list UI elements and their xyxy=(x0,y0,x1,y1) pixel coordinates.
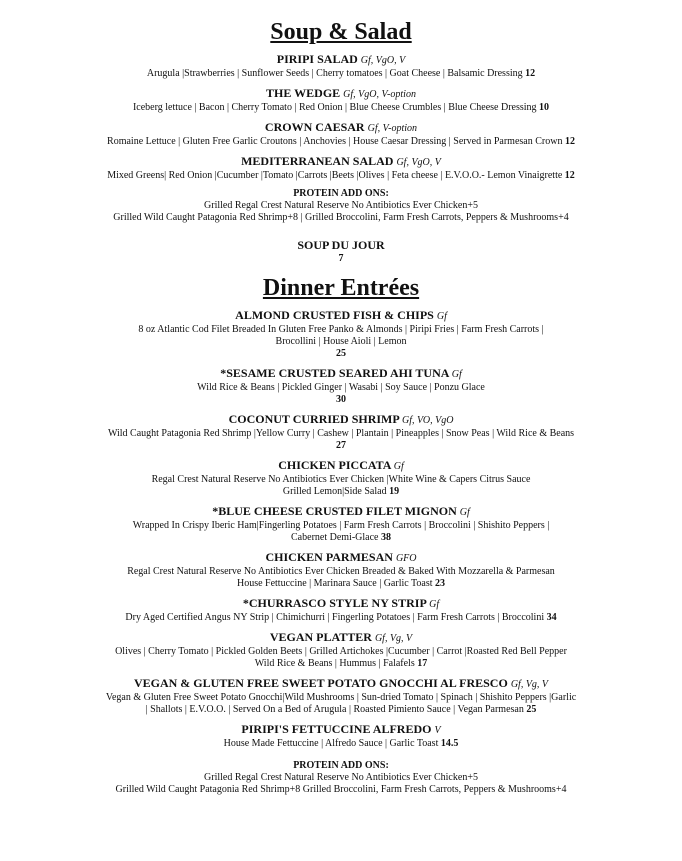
menu-item xyxy=(0,52,682,80)
menu-item-description xyxy=(0,68,682,80)
description-text: Regal Crest Natural Reserve No Antibiotics Ever Chicken |White Wine & Capers Citrus Sauce xyxy=(151,474,531,485)
protein-addon-line: Grilled Regal Crest Natural Reserve No Antibiotics Ever Chicken+5 xyxy=(204,200,478,211)
dietary-tags: Gf, VO, VgO xyxy=(402,415,454,426)
description-line xyxy=(70,566,612,578)
dietary-tags: Gf, Vg, V xyxy=(374,633,413,644)
menu-item-title: PIRIPI'S FETTUCCINE ALFREDO xyxy=(241,722,432,736)
description-line xyxy=(70,324,612,336)
menu-item xyxy=(0,154,682,182)
menu-item-price: 23 xyxy=(435,578,446,589)
dietary-tags: GFO xyxy=(395,553,417,564)
menu-item-price: 7 xyxy=(338,253,344,264)
dietary-tags: Gf, Vg, V xyxy=(510,679,549,690)
menu-item-name xyxy=(0,366,682,382)
description-line xyxy=(70,382,612,394)
menu-item-description xyxy=(0,136,682,148)
menu-item-price: 38 xyxy=(380,532,391,543)
menu-item-description xyxy=(0,474,682,498)
description-line xyxy=(70,428,612,440)
menu-item xyxy=(0,458,682,498)
menu-item-price: 27 xyxy=(336,440,346,451)
menu-item-name xyxy=(0,722,682,738)
menu-item-title: *CHURRASCO STYLE NY STRIP xyxy=(242,596,427,610)
menu-item-title: CROWN CAESAR xyxy=(264,120,365,134)
menu-item xyxy=(0,630,682,670)
menu-item-name xyxy=(0,596,682,612)
menu-item-description xyxy=(0,520,682,544)
description-line xyxy=(70,658,612,670)
protein-addons-title: PROTEIN ADD ONS: xyxy=(293,760,389,771)
menu-item-price: 12 xyxy=(564,136,575,147)
menu-item xyxy=(0,86,682,114)
description-text: Regal Crest Natural Reserve No Antibiotics Ever Chicken Breaded & Baked With Mozzarella & Parmesan xyxy=(127,566,555,577)
menu-item-price: 17 xyxy=(417,658,428,669)
menu-item-price: 14.5 xyxy=(440,738,459,749)
description-line xyxy=(70,102,612,114)
description-line xyxy=(70,738,612,750)
menu-item-title: VEGAN PLATTER xyxy=(269,630,372,644)
menu-item-description xyxy=(0,612,682,624)
dietary-tags: Gf xyxy=(393,461,404,472)
menu-item-title: THE WEDGE xyxy=(266,86,341,100)
description-text: Wild Rice & Beans | Pickled Ginger | Wasabi | Soy Sauce | Ponzu Glace xyxy=(197,382,485,393)
dietary-tags: Gf xyxy=(451,369,462,380)
menu-item-name xyxy=(0,412,682,428)
description-text: Vegan & Gluten Free Sweet Potato Gnocchi|Wild Mushrooms | Sun-dried Tomato | Spinach | Shishito Peppers |Garlic xyxy=(105,692,577,703)
description-line xyxy=(70,532,612,544)
menu-item-price: 10 xyxy=(539,102,550,113)
description-text: Iceberg lettuce | Bacon | Cherry Tomato | Red Onion | Blue Cheese Crumbles | Blue Cheese Dressing xyxy=(132,102,537,113)
description-text: House Made Fettuccine | Alfredo Sauce | Garlic Toast xyxy=(223,738,439,749)
description-text: House Fettuccine | Marinara Sauce | Garlic Toast xyxy=(236,578,433,589)
menu-item-price: 25 xyxy=(526,704,537,715)
menu-item-price: 12 xyxy=(564,170,575,181)
description-line xyxy=(70,646,612,658)
menu-item xyxy=(0,596,682,624)
menu-item xyxy=(0,412,682,452)
description-line xyxy=(70,68,612,80)
menu-item-title: CHICKEN PICCATA xyxy=(278,458,391,472)
menu-item-name xyxy=(0,458,682,474)
description-line xyxy=(70,170,612,182)
soup-salad-list xyxy=(0,52,682,182)
menu-item-price: 34 xyxy=(546,612,557,623)
menu-item-name xyxy=(0,676,682,692)
protein-addon-line: Grilled Wild Caught Patagonia Red Shrimp+8 | Grilled Broccolini, Farm Fresh Carrots, Peppers & Mushrooms+4 xyxy=(113,212,569,223)
dietary-tags: Gf xyxy=(459,507,470,518)
description-text: Olives | Cherry Tomato | Pickled Golden Beets | Grilled Artichokes |Cucumber | Carrot |Roasted Red Bell Pepper xyxy=(115,646,567,657)
menu-item-description xyxy=(0,692,682,716)
menu-item xyxy=(0,366,682,406)
menu-item-price: 19 xyxy=(389,486,400,497)
menu-item-description xyxy=(0,566,682,590)
description-line xyxy=(70,692,612,704)
menu-item-title: *SESAME CRUSTED SEARED AHI TUNA xyxy=(220,366,449,380)
description-text: Dry Aged Certified Angus NY Strip | Chimichurri | Fingerling Potatoes | Farm Fresh Carrots | Broccolini xyxy=(125,612,545,623)
menu-item-name xyxy=(0,154,682,170)
description-line xyxy=(70,486,612,498)
menu-item-title: CHICKEN PARMESAN xyxy=(265,550,393,564)
description-line xyxy=(70,578,612,590)
menu-item-description xyxy=(0,382,682,406)
menu-item-name xyxy=(0,550,682,566)
description-line xyxy=(70,612,612,624)
description-text: Cabernet Demi-Glace xyxy=(291,532,379,543)
description-line xyxy=(70,704,612,716)
section-title-dinner: Dinner Entrées xyxy=(262,275,420,301)
menu-item-description xyxy=(0,324,682,360)
menu-item-price: 12 xyxy=(525,68,536,79)
menu-item-name xyxy=(0,86,682,102)
description-text: 8 oz Atlantic Cod Filet Breaded In Gluten Free Panko & Almonds | Piripi Fries | Farm Fresh Carrots | xyxy=(138,324,544,335)
menu-item-soup xyxy=(0,238,682,264)
protein-addons-title: PROTEIN ADD ONS: xyxy=(293,188,389,199)
menu-item-name: SOUP DU JOUR xyxy=(297,238,385,252)
menu-item xyxy=(0,120,682,148)
menu-item-name xyxy=(0,504,682,520)
menu-item-title: COCONUT CURRIED SHRIMP xyxy=(228,412,400,426)
menu-item xyxy=(0,676,682,716)
section-title-soup-salad: Soup & Salad xyxy=(270,19,412,45)
menu-item-title: MEDITERRANEAN SALAD xyxy=(241,154,394,168)
description-text: Brocollini | House Aioli | Lemon xyxy=(275,336,407,347)
dietary-tags: Gf, VgO, V-option xyxy=(343,89,416,100)
menu-item-name xyxy=(0,630,682,646)
menu-item-name xyxy=(0,52,682,68)
menu-item-description xyxy=(0,170,682,182)
protein-addon-line: Grilled Regal Crest Natural Reserve No Antibiotics Ever Chicken+5 xyxy=(204,772,478,783)
menu-item-title: ALMOND CRUSTED FISH & CHIPS xyxy=(235,308,434,322)
description-line xyxy=(70,520,612,532)
menu-item xyxy=(0,722,682,750)
description-text: Romaine Lettuce | Gluten Free Garlic Croutons | Anchovies | House Caesar Dressing | Served in Parmesan Crown xyxy=(107,136,563,147)
menu-item-description xyxy=(0,646,682,670)
menu-item-title: PIRIPI SALAD xyxy=(276,52,358,66)
dietary-tags: Gf xyxy=(436,311,447,322)
description-text: Wild Caught Patagonia Red Shrimp |Yellow Curry | Cashew | Plantain | Pineapples | Snow Peas | Wild Rice & Beans xyxy=(107,428,575,439)
description-text: | Shallots | E.V.O.O. | Served On a Bed of Arugula | Roasted Pimiento Sauce | Vegan Parmesan xyxy=(145,704,524,715)
dietary-tags: Gf xyxy=(429,599,440,610)
description-text: Mixed Greens| Red Onion |Cucumber |Tomato |Carrots |Beets |Olives | Feta cheese | E.V.O.O.- Lemon Vinaigrette xyxy=(107,170,563,181)
menu-item-description xyxy=(0,428,682,452)
menu-item-title: *BLUE CHEESE CRUSTED FILET MIGNON xyxy=(212,504,457,518)
dietary-tags: Gf, V-option xyxy=(367,123,418,134)
description-line xyxy=(70,136,612,148)
menu-item-title: VEGAN & GLUTEN FREE SWEET POTATO GNOCCHI AL FRESCO xyxy=(133,676,508,690)
menu-item-price: 30 xyxy=(336,394,346,405)
description-text: Grilled Lemon|Side Salad xyxy=(282,486,387,497)
menu-item xyxy=(0,308,682,360)
dietary-tags: Gf, VgO, V xyxy=(396,157,441,168)
menu-item xyxy=(0,550,682,590)
menu-item-description xyxy=(0,738,682,750)
description-text: Arugula |Strawberries | Sunflower Seeds | Cherry tomatoes | Goat Cheese | Balsamic Dressing xyxy=(146,68,523,79)
menu-item-name xyxy=(0,308,682,324)
protein-addon-line: Grilled Wild Caught Patagonia Red Shrimp+8 Grilled Broccolini, Farm Fresh Carrots, Peppers & Mushrooms+4 xyxy=(115,784,567,795)
description-line xyxy=(70,474,612,486)
menu-item-name xyxy=(0,120,682,136)
description-line xyxy=(70,336,612,348)
menu-item xyxy=(0,504,682,544)
dietary-tags: Gf, VgO, V xyxy=(360,55,406,66)
description-text: Wild Rice & Beans | Hummus | Falafels xyxy=(254,658,415,669)
menu-item-price: 25 xyxy=(336,348,346,359)
menu-item-description xyxy=(0,102,682,114)
dietary-tags: V xyxy=(434,725,441,736)
dinner-list xyxy=(0,308,682,750)
description-text: Wrapped In Crispy Iberic Ham|Fingerling Potatoes | Farm Fresh Carrots | Broccolini | Shishito Peppers | xyxy=(132,520,550,531)
